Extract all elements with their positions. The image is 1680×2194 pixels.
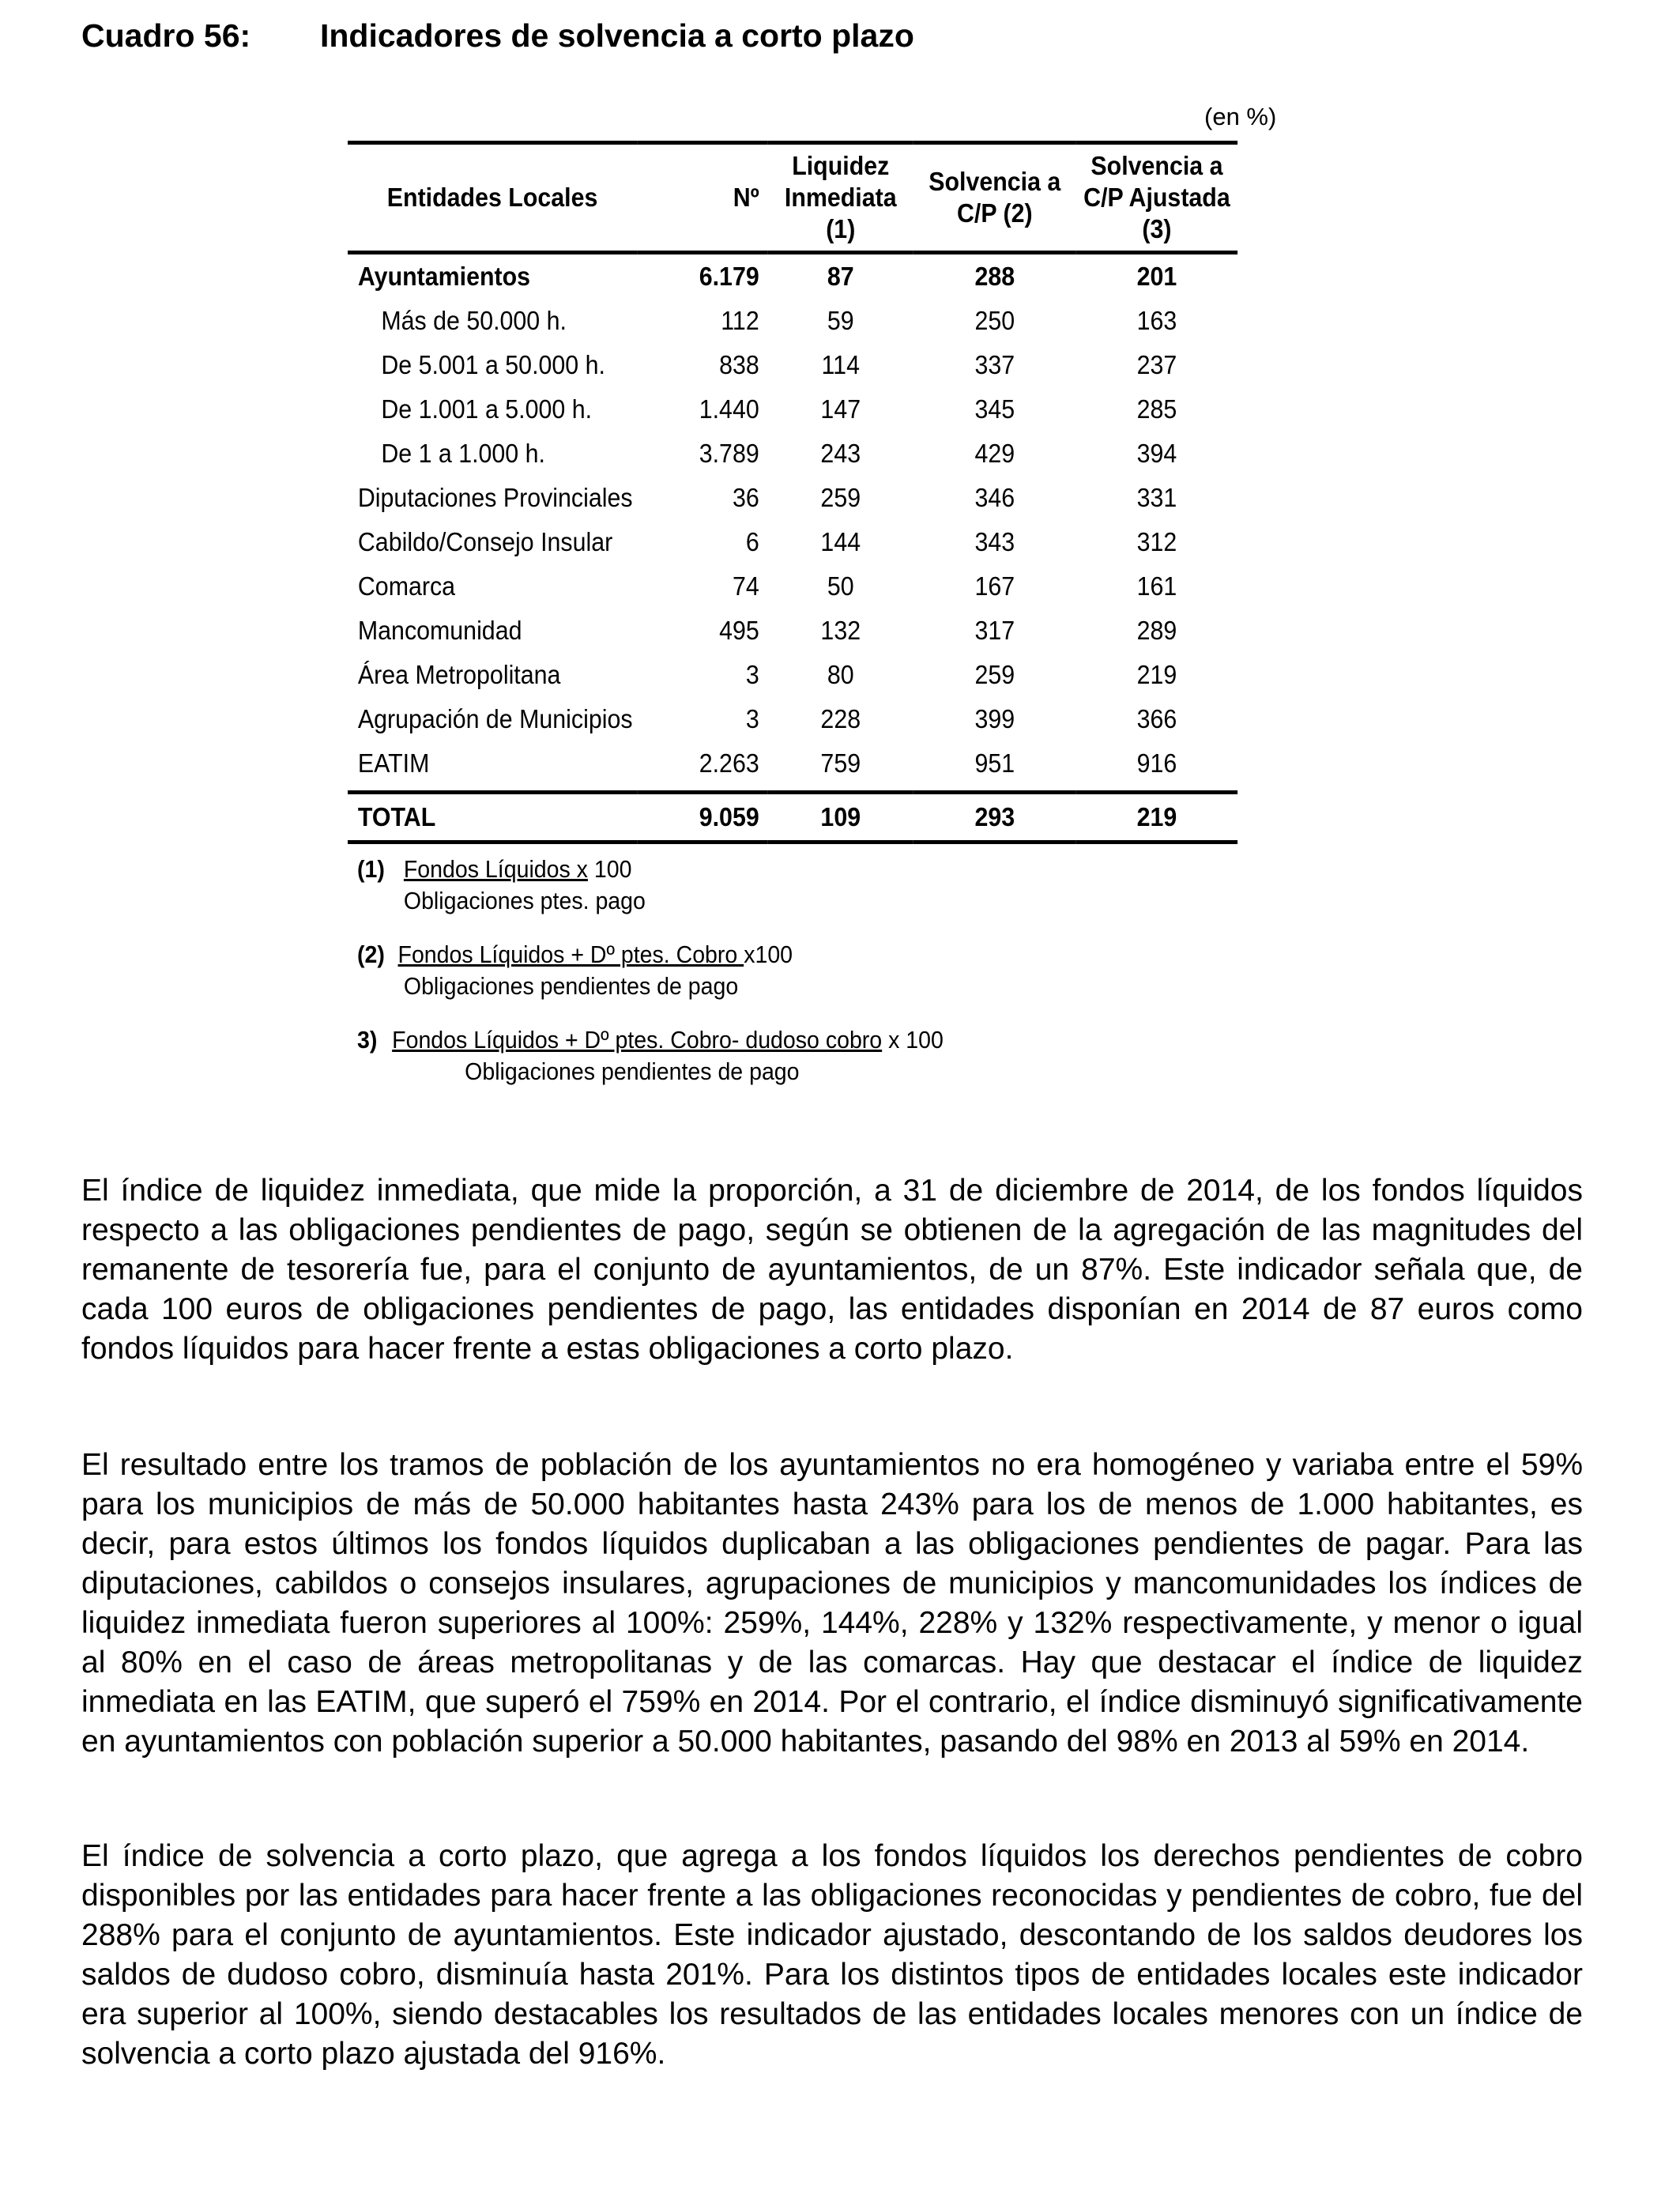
row-count: 3.789 bbox=[699, 439, 759, 468]
footnote-1 bbox=[357, 854, 944, 917]
row-count: 112 bbox=[721, 306, 759, 335]
table-row bbox=[348, 299, 1237, 343]
unit-label: (en %) bbox=[1204, 103, 1277, 130]
row-liquidity: 80 bbox=[827, 660, 854, 689]
row-count: 6.179 bbox=[699, 262, 759, 291]
body-paragraph: El índice de solvencia a corto plazo, que agrega a los fondos líquidos los derechos pendientes de cobro disponibles por las entidades para hacer frente a las obligaciones reconocidas y pendientes de cobro, fue del 288% para el conjunto de ayuntamientos. Este indicador ajustado, descontando de los saldos deudores los saldos de dudoso cobro, disminuía hasta 201%. Para los distintos tipos de entidades locales este indicador era superior al 100%, siendo destacables los resultados de las entidades locales menores con un índice de solvencia a corto plazo ajustada del 916%. bbox=[81, 1839, 1583, 2071]
row-adjusted-solvency: 219 bbox=[1136, 660, 1177, 689]
footnote-mark: (1) bbox=[357, 855, 385, 883]
footnote-numerator: Fondos Líquidos + Dº ptes. Cobro- dudoso cobro bbox=[392, 1026, 883, 1054]
row-entity: De 5.001 a 50.000 h. bbox=[381, 350, 605, 379]
header-solvency: Solvencia a C/P (2) bbox=[913, 143, 1076, 253]
row-count: 74 bbox=[732, 571, 759, 601]
row-count: 3 bbox=[745, 660, 759, 689]
row-count: 6 bbox=[745, 527, 759, 556]
footnote-multiplier: x100 bbox=[744, 941, 793, 968]
row-liquidity: 147 bbox=[820, 394, 861, 424]
total-solvency: 293 bbox=[913, 793, 1076, 843]
footnote-multiplier: 100 bbox=[587, 855, 632, 883]
table-row bbox=[348, 609, 1237, 653]
row-solvency: 259 bbox=[974, 660, 1015, 689]
total-label: TOTAL bbox=[348, 793, 637, 843]
row-solvency: 399 bbox=[974, 704, 1015, 733]
row-liquidity: 114 bbox=[821, 350, 860, 379]
row-adjusted-solvency: 331 bbox=[1136, 483, 1177, 512]
row-solvency: 317 bbox=[974, 616, 1015, 645]
row-solvency: 337 bbox=[974, 350, 1015, 379]
table-row bbox=[348, 387, 1237, 432]
row-entity: EATIM bbox=[357, 748, 430, 778]
row-entity: De 1 a 1.000 h. bbox=[381, 439, 545, 468]
footnote-denominator: Obligaciones ptes. pago bbox=[403, 887, 646, 914]
row-solvency: 346 bbox=[974, 483, 1015, 512]
row-liquidity: 59 bbox=[827, 306, 854, 335]
header-liquidity: Liquidez Inmediata (1) bbox=[768, 143, 913, 253]
row-entity: Mancomunidad bbox=[357, 616, 522, 645]
row-count: 495 bbox=[719, 616, 759, 645]
header-adjusted-solvency: Solvencia a C/P Ajustada (3) bbox=[1076, 143, 1237, 253]
row-liquidity: 259 bbox=[820, 483, 861, 512]
footnote-denominator: Obligaciones pendientes de pago bbox=[403, 972, 739, 1000]
row-solvency: 345 bbox=[974, 394, 1015, 424]
footnote-2 bbox=[357, 939, 944, 1002]
row-entity: Cabildo/Consejo Insular bbox=[357, 527, 613, 556]
caption-title: Indicadores de solvencia a corto plazo bbox=[320, 17, 914, 54]
table-row bbox=[348, 520, 1237, 564]
footnote-numerator: Fondos Líquidos x bbox=[403, 855, 588, 883]
row-liquidity: 50 bbox=[827, 571, 854, 601]
table-row bbox=[348, 564, 1237, 609]
table-row bbox=[348, 476, 1237, 520]
header-count: Nº bbox=[637, 143, 768, 253]
caption-number: Cuadro 56: bbox=[81, 17, 251, 54]
header-entity: Entidades Locales bbox=[348, 143, 637, 253]
row-adjusted-solvency: 312 bbox=[1136, 527, 1177, 556]
row-adjusted-solvency: 201 bbox=[1136, 262, 1177, 291]
total-liquidity: 109 bbox=[768, 793, 913, 843]
row-entity: Diputaciones Provinciales bbox=[357, 483, 633, 512]
table-total-row bbox=[348, 793, 1237, 843]
row-entity: Área Metropolitana bbox=[357, 660, 561, 689]
table-header-row bbox=[348, 143, 1237, 253]
row-adjusted-solvency: 237 bbox=[1136, 350, 1177, 379]
table-caption bbox=[81, 17, 914, 55]
row-liquidity: 144 bbox=[820, 527, 861, 556]
solvency-table bbox=[348, 141, 1237, 844]
footnote-mark: 3) bbox=[357, 1026, 378, 1054]
row-entity: De 1.001 a 5.000 h. bbox=[381, 394, 593, 424]
row-entity: Más de 50.000 h. bbox=[381, 306, 567, 335]
row-liquidity: 87 bbox=[827, 262, 854, 291]
row-adjusted-solvency: 394 bbox=[1136, 439, 1177, 468]
row-liquidity: 228 bbox=[820, 704, 861, 733]
row-adjusted-solvency: 163 bbox=[1136, 306, 1177, 335]
row-entity: Agrupación de Municipios bbox=[357, 704, 633, 733]
table-row bbox=[348, 343, 1237, 387]
row-entity: Ayuntamientos bbox=[357, 262, 531, 291]
row-count: 838 bbox=[719, 350, 759, 379]
row-entity: Comarca bbox=[357, 571, 456, 601]
footnote-mark: (2) bbox=[357, 941, 385, 968]
table-row bbox=[348, 741, 1237, 793]
row-solvency: 250 bbox=[974, 306, 1015, 335]
table-row bbox=[348, 697, 1237, 741]
body-paragraph: El resultado entre los tramos de población de los ayuntamientos no era homogéneo y variaba entre el 59% para los municipios de más de 50.000 habitantes hasta 243% para los de menos de 1.000 habitantes, es decir, para estos últimos los fondos líquidos duplicaban a las obligaciones pendientes de pagar. Para las diputaciones, cabildos o consejos insulares, agrupaciones de municipios y mancomunidades los índices de liquidez inmediata fueron superiores al 100%: 259%, 144%, 228% y 132% respectivamente, y menor o igual al 80% en el caso de áreas metropolitanas y de las comarcas. Hay que destacar el índice de liquidez inmediata en las EATIM, que superó el 759% en 2014. Por el contrario, el índice disminuyó significativamente en ayuntamientos con población superior a 50.000 habitantes, pasando del 98% en 2013 al 59% en 2014. bbox=[81, 1448, 1583, 1759]
row-adjusted-solvency: 366 bbox=[1136, 704, 1177, 733]
table-row bbox=[348, 432, 1237, 476]
row-liquidity: 759 bbox=[820, 748, 861, 778]
table-row bbox=[348, 253, 1237, 300]
body-paragraph: El índice de liquidez inmediata, que mide la proporción, a 31 de diciembre de 2014, de los fondos líquidos respecto a las obligaciones pendientes de pago, según se obtienen de la agregación de las magnitudes del remanente de tesorería fue, para el conjunto de ayuntamientos, de un 87%. Este indicador señala que, de cada 100 euros de obligaciones pendientes de pago, las entidades disponían en 2014 de 87 euros como fondos líquidos para hacer frente a estas obligaciones a corto plazo. bbox=[81, 1174, 1583, 1366]
row-solvency: 288 bbox=[974, 262, 1015, 291]
row-solvency: 429 bbox=[974, 439, 1015, 468]
row-solvency: 343 bbox=[974, 527, 1015, 556]
footnote-denominator: Obligaciones pendientes de pago bbox=[465, 1057, 800, 1085]
total-adjusted-solvency: 219 bbox=[1076, 793, 1237, 843]
row-adjusted-solvency: 289 bbox=[1136, 616, 1177, 645]
row-solvency: 167 bbox=[974, 571, 1015, 601]
row-count: 3 bbox=[745, 704, 759, 733]
row-adjusted-solvency: 285 bbox=[1136, 394, 1177, 424]
row-adjusted-solvency: 916 bbox=[1136, 748, 1177, 778]
table-row bbox=[348, 653, 1237, 697]
row-count: 1.440 bbox=[699, 394, 759, 424]
footnote-multiplier: x 100 bbox=[882, 1026, 944, 1054]
row-count: 36 bbox=[732, 483, 759, 512]
row-liquidity: 243 bbox=[820, 439, 861, 468]
table-footnotes bbox=[357, 854, 944, 1110]
row-adjusted-solvency: 161 bbox=[1136, 571, 1177, 601]
footnote-numerator: Fondos Líquidos + Dº ptes. Cobro bbox=[397, 941, 744, 968]
total-count: 9.059 bbox=[637, 793, 768, 843]
row-solvency: 951 bbox=[974, 748, 1015, 778]
footnote-3 bbox=[357, 1024, 944, 1088]
row-liquidity: 132 bbox=[820, 616, 861, 645]
row-count: 2.263 bbox=[699, 748, 759, 778]
